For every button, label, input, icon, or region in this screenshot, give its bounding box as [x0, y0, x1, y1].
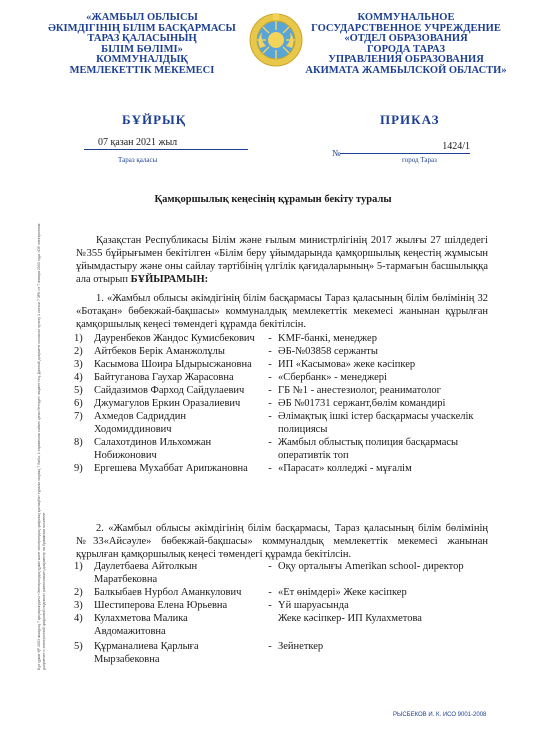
- list-item: [74, 640, 494, 666]
- item-num: 8): [74, 437, 83, 448]
- legal-sidenote: [37, 210, 67, 670]
- item-num: 6): [74, 398, 83, 409]
- list-item: [74, 371, 494, 384]
- order-word: БҰЙЫРАМЫН:: [130, 274, 209, 285]
- list-item: [74, 462, 494, 475]
- header-right-line: КОММУНАЛЬНОЕ: [357, 12, 455, 23]
- header-left-line: «ЖАМБЫЛ ОБЛЫСЫ: [86, 12, 198, 23]
- item-name: Даулетбаева Айтолкын Маратбековна: [94, 561, 198, 585]
- header-right-line: «ОТДЕЛ ОБРАЗОВАНИЯ: [344, 33, 468, 44]
- item-desc: Жамбыл облыстық полиция басқармасы оперативтік топ: [278, 437, 459, 461]
- order-date: 07 қазан 2021 жыл: [84, 137, 248, 150]
- dash: -: [268, 600, 272, 611]
- item-desc: Оқу орталығы Amerikan school- директор: [278, 561, 464, 572]
- doc-type-russian: ПРИКАЗ: [380, 112, 440, 127]
- item-desc: ӘБ №01731 сержант,бөлім командирі: [278, 398, 446, 409]
- dash: -: [268, 385, 272, 396]
- city-kazakh: Тараз қаласы: [118, 156, 158, 164]
- item-name: Байтуганова Гаухар Жарасовна: [94, 372, 234, 383]
- item-desc: Әлімақтық ішкі істер басқармасы учаскелік полициясы: [278, 411, 474, 435]
- order-number: 1424/1: [340, 141, 470, 154]
- item-num: 5): [74, 641, 83, 652]
- dash: -: [268, 372, 272, 383]
- header-right-line: ГОСУДАРСТВЕННОЕ УЧРЕЖДЕНИЕ: [311, 22, 501, 34]
- list-item: [74, 397, 494, 410]
- list-item: [74, 358, 494, 371]
- intro-paragraph: [76, 234, 488, 286]
- item-num: 1): [74, 561, 83, 572]
- dash: [262, 612, 278, 638]
- list-item: [74, 436, 494, 462]
- dash: -: [268, 411, 272, 422]
- item-name: Айтбеков Берік Аманжолұлы: [94, 346, 225, 357]
- doc-type-kazakh: БҰЙРЫҚ: [122, 112, 187, 127]
- item-num: 1): [74, 333, 83, 344]
- item-name: Кулахметова Малика Авдомажитовна: [94, 613, 188, 637]
- dash: -: [268, 346, 272, 357]
- item-desc: KMF-банкі, менеджер: [278, 333, 377, 344]
- sidenote-text: Бұл құжат ҚР 2003 жылдың 7 қаңтарындағы «Электрондық құжат және электрондық цифрлық қолтаңба» туралы заңның 7 бабы, 1 тармағына сәйкес қағаз бетіндегі заңмен тең. Данный документ согласно пункту 1 статьи 7 ЗРК от 7 января 2003 года «Об электронном документе и электронной цифровой подписи» равнозначен документу на бумажном носителе.: [37, 223, 46, 670]
- list-item: [74, 384, 494, 397]
- item-name: Құрманалиева Қарлыға Мырзабековна: [94, 641, 199, 665]
- intro-text: Қазақстан Республикасы Білім және ғылым министрлігінің 2017 жылғы 27 шілдедегі №355 бұйрығымен бекітілген «Білім беру ұйымдарында қамқоршылық кеңестің жұмысын ұйымдастыру және оны сайлау тәртібінің үлгілік қағидаларының» 5-тармағын басшылыққа ала отырып: [76, 235, 488, 285]
- item-num: 9): [74, 463, 83, 474]
- item-num: 4): [74, 372, 83, 383]
- dash: -: [268, 437, 272, 448]
- section-2-text: 2. «Жамбыл облысы әкімдігінің білім басқармасы, Тараз қаласының білім бөлімінің №33«Айсәуле» бөбекжай-бақшасы» коммуналдық мемлекеттік мекемесі жанынан құрылған қамқоршылық кеңесі төмендегі құрамда бекітілсін.: [76, 523, 488, 560]
- list-item: [74, 345, 494, 358]
- item-desc: ИП «Касымова» жеке кәсіпкер: [278, 359, 416, 370]
- item-num: 3): [74, 600, 83, 611]
- header-left-line: МЕМЛЕКЕТТІК МЕКЕМЕСІ: [69, 64, 215, 76]
- item-name: Салахотдинов Ильхомжан Нобижонович: [94, 437, 212, 461]
- item-desc: «Парасат» колледжі - мұғалім: [278, 463, 412, 474]
- list-item: [74, 586, 494, 599]
- item-num: 7): [74, 411, 83, 422]
- item-desc: ГБ №1 - анестезиолог, реаниматолог: [278, 385, 441, 396]
- header-right-org: [303, 13, 509, 76]
- header-left-line: ТАРАЗ ҚАЛАСЫНЫҢ: [87, 33, 197, 44]
- item-desc: «Ет өнімдері» Жеке кәсіпкер: [278, 587, 407, 598]
- item-desc: «Сбербанк» - менеджері: [278, 372, 387, 383]
- list-item: [74, 410, 494, 436]
- item-num: 2): [74, 346, 83, 357]
- city-russian: город Тараз: [402, 156, 437, 164]
- item-name: Джумагулов Еркин Оразалиевич: [94, 398, 241, 409]
- footer-print-mark: РЫСБЕКОВ И. К. ИСО 9001-2008: [393, 712, 487, 718]
- item-desc: Үй шаруасында: [278, 600, 349, 611]
- state-emblem-icon: [248, 12, 304, 68]
- header-left-line: ӘКІМДІГІНІҢ БІЛІМ БАСҚАРМАСЫ: [48, 22, 236, 34]
- item-num: 3): [74, 359, 83, 370]
- document-title: Қамқоршылық кеңесінің құрамын бекіту туралы: [154, 194, 392, 205]
- item-name: Сайдазимов Фарход Сайдулаевич: [94, 385, 245, 396]
- section-1-text: 1. «Жамбыл облысы әкімдігінің білім басқармасы Тараз қаласының білім бөлімінің 32 «Ботақан» бөбекжай-бақшасы» коммуналдық мемлекеттік мекемесі жанынан құрылған қамқоршылық кеңесі төмендегі құрамда бекітілсін.: [76, 293, 488, 330]
- dash: -: [268, 561, 272, 572]
- item-name: Касымова Шоира Ыдырысжановна: [94, 359, 252, 370]
- dash: -: [268, 333, 272, 344]
- item-name: Дауренбеков Жандос Кумисбекович: [94, 333, 255, 344]
- item-name: Шестиперова Елена Юрьевна: [94, 600, 228, 611]
- item-name: Ергешева Мухаббат Арипжановна: [94, 463, 248, 474]
- list-item: [74, 599, 494, 612]
- header-right-line: ГОРОДА ТАРАЗ: [366, 43, 445, 55]
- list-2: [74, 560, 494, 666]
- dash: -: [268, 359, 272, 370]
- item-num: 5): [74, 385, 83, 396]
- item-name: Балкыбаев Нурбол Аманкулович: [94, 587, 242, 598]
- dash: -: [268, 463, 272, 474]
- item-desc: Зейнеткер: [278, 641, 324, 652]
- item-num: 2): [74, 587, 83, 598]
- list-item: [74, 560, 494, 586]
- item-desc: ӘБ-№03858 сержанты: [278, 346, 378, 357]
- header-left-org: [48, 13, 236, 76]
- item-num: 4): [74, 613, 83, 624]
- header-left-line: БІЛІМ БӨЛІМІ»: [101, 43, 183, 55]
- header-left-line: КОММУНАЛДЫҚ: [96, 54, 188, 65]
- dash: -: [268, 398, 272, 409]
- header-right-line: АКИМАТА ЖАМБЫЛСКОЙ ОБЛАСТИ»: [305, 64, 507, 76]
- list-1: [74, 332, 494, 475]
- item-desc: Жеке кәсіпкер- ИП Кулахметова: [278, 613, 422, 624]
- dash: -: [268, 641, 272, 652]
- number-sign: №: [332, 148, 341, 158]
- dash: -: [268, 587, 272, 598]
- item-name: Ахмедов Садриддин Ходомиддинович: [94, 411, 186, 435]
- list-item: [74, 332, 494, 345]
- header-right-line: УПРАВЛЕНИЯ ОБРАЗОВАНИЯ: [328, 54, 484, 65]
- list-item: [74, 612, 494, 638]
